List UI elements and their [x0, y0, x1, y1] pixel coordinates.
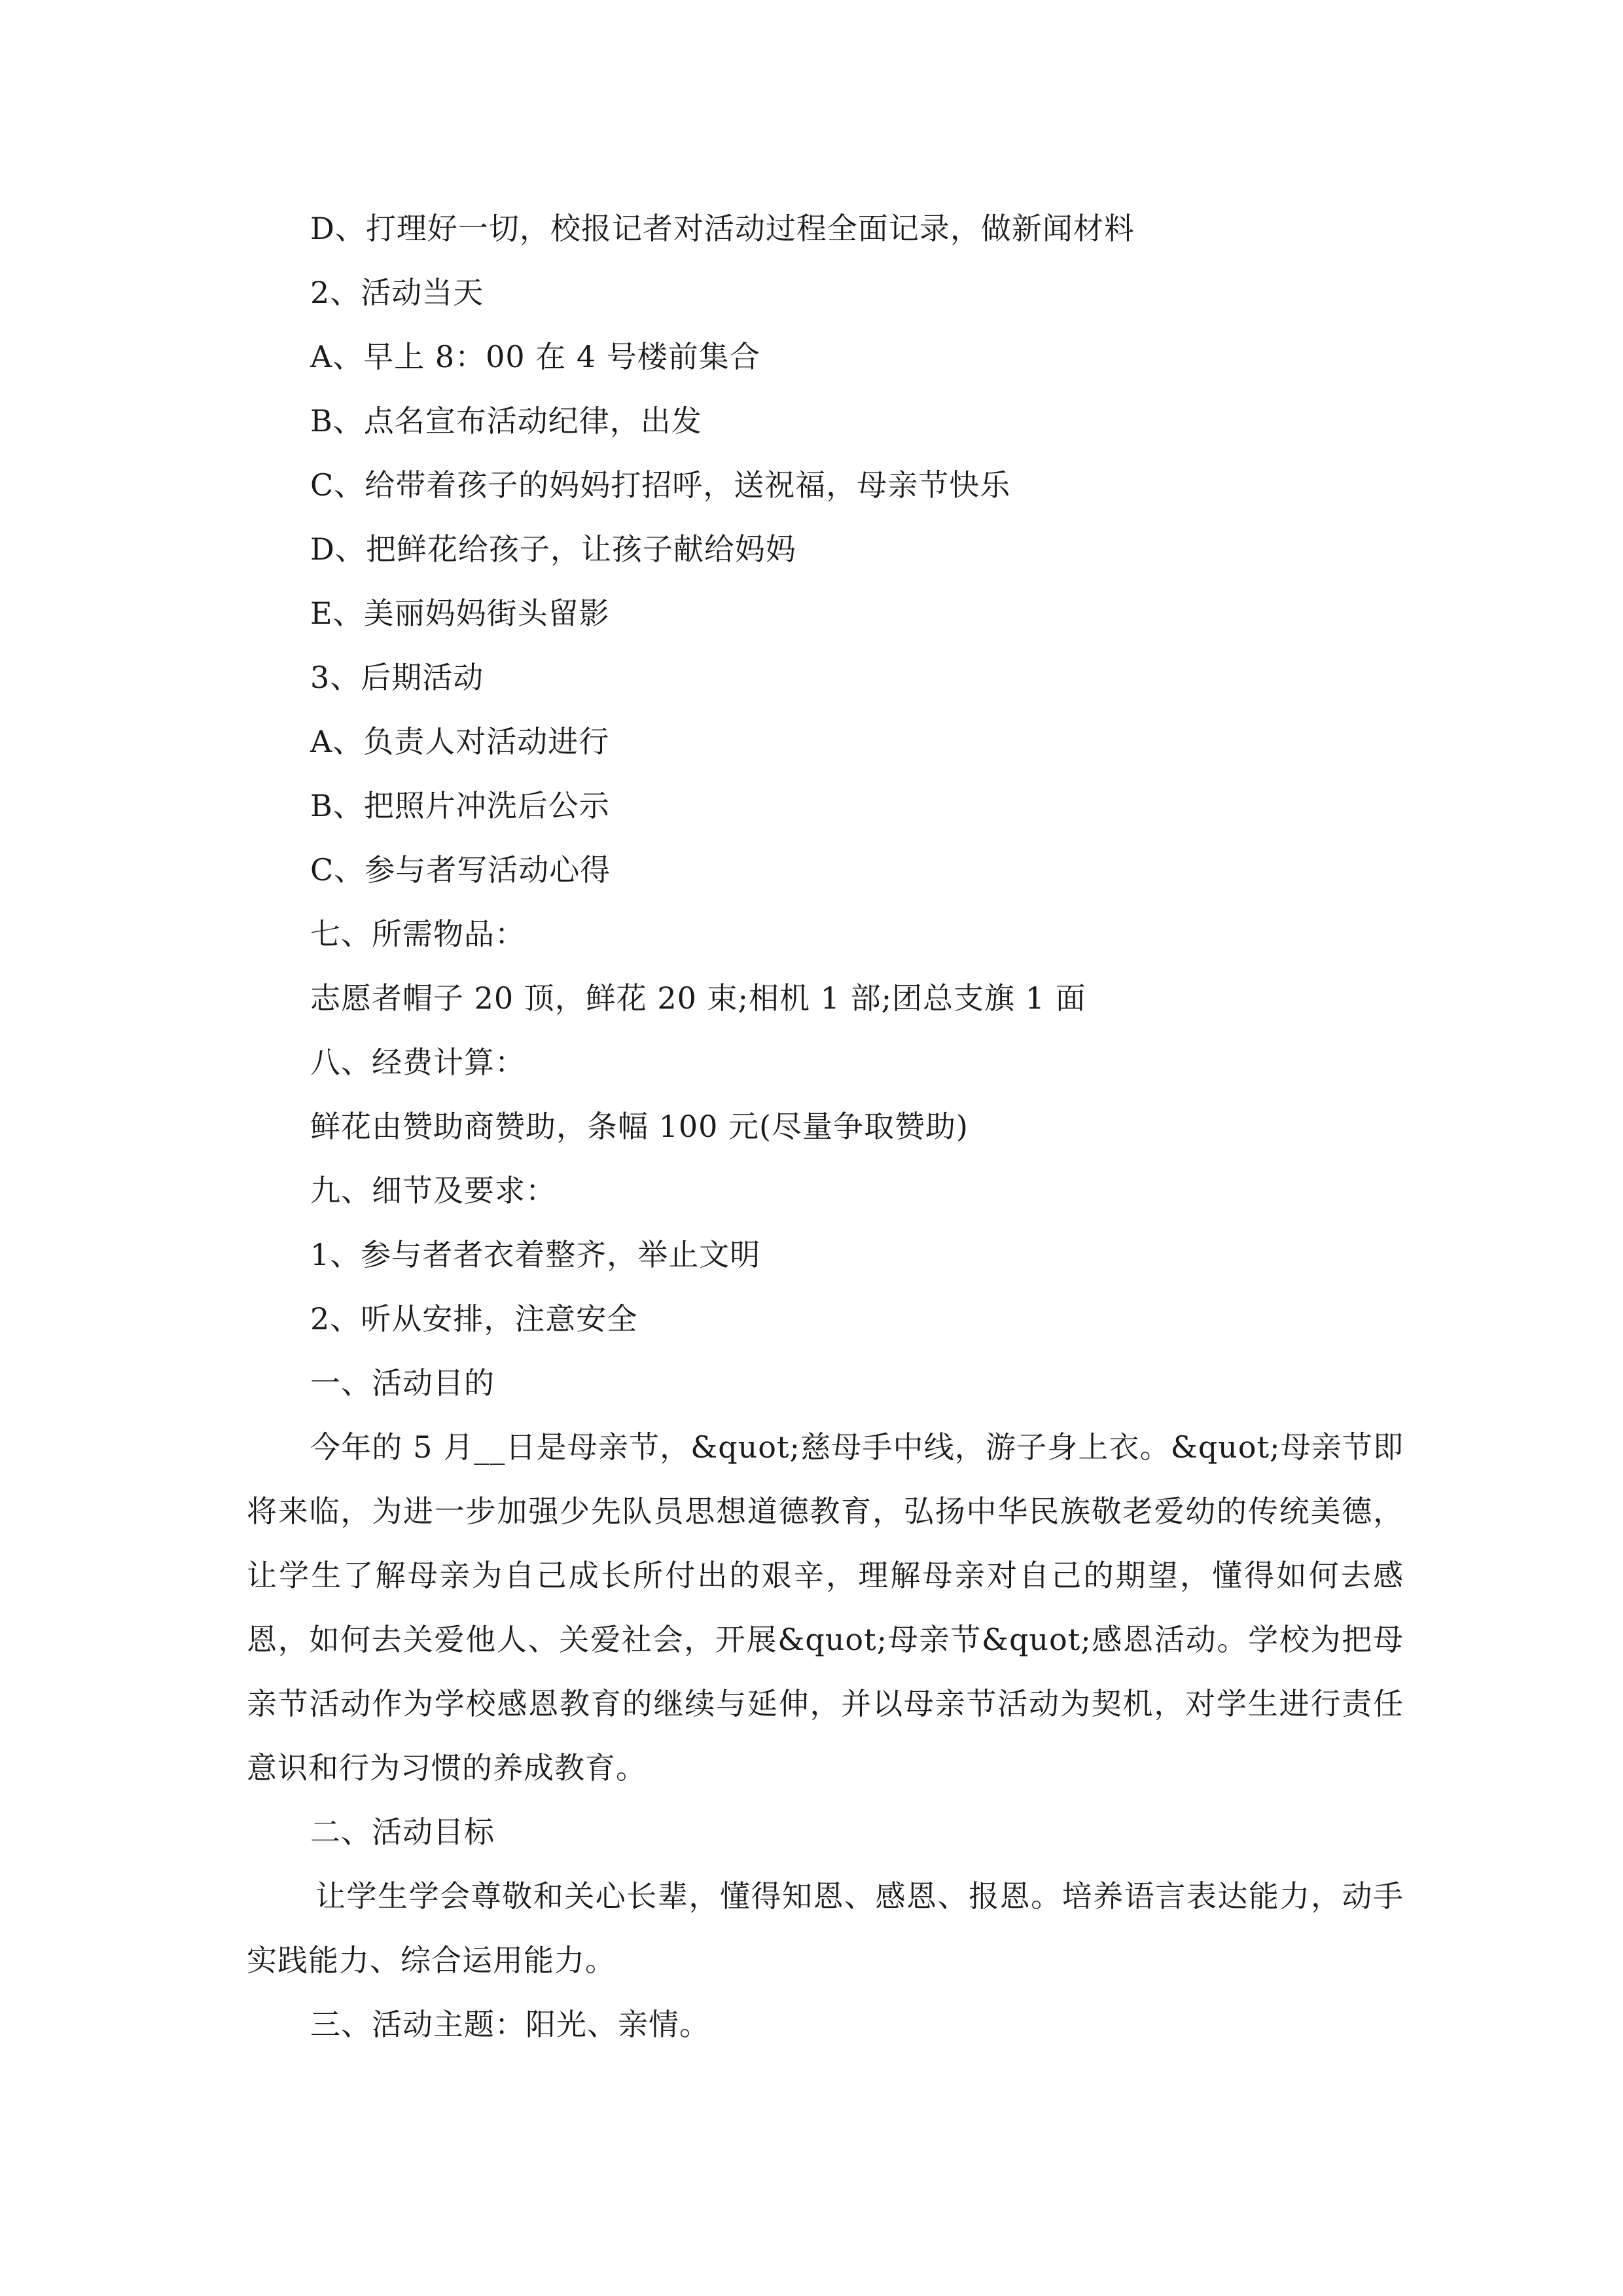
text-line: 2、活动当天 [310, 275, 484, 310]
section-heading: 一、活动目的 [310, 1365, 495, 1401]
text-line: 1、参与者者衣着整齐，举止文明 [310, 1237, 761, 1272]
document-body [247, 196, 1404, 2056]
text-line: 3、后期活动 [310, 660, 484, 695]
text-line: E、美丽妈妈街头留影 [310, 596, 610, 631]
text-line: B、点名宣布活动纪律，出发 [310, 403, 702, 439]
paragraph-goal: 让学生学会尊敬和关心长辈，懂得知恩、感恩、报恩。培养语言表达能力，动手实践能力、综合运用能力。 [247, 1878, 1404, 1978]
section-heading: 七、所需物品： [310, 916, 526, 952]
text-line: A、负责人对活动进行 [310, 724, 610, 759]
paragraph-purpose: 今年的 5 月__日是母亲节，&quot;慈母手中线，游子身上衣。&quot;母亲节即将来临，为进一步加强少先队员思想道德教育，弘扬中华民族敬老爱幼的传统美德，让学生了解母亲为自己成长所付出的艰辛，理解母亲对自己的期望，懂得如何去感恩，如何去关爱他人、关爱社会，开展&quot;母亲节&quot;感恩活动。学校为把母亲节活动作为学校感恩教育的继续与延伸，并以母亲节活动为契机，对学生进行责任意识和行为习惯的养成教育。 [247, 1429, 1404, 1785]
text-line: D、打理好一切，校报记者对活动过程全面记录，做新闻材料 [310, 211, 1135, 246]
section-heading: 九、细节及要求： [310, 1173, 556, 1208]
text-line: 鲜花由赞助商赞助，条幅 100 元(尽量争取赞助) [310, 1109, 969, 1144]
text-line: B、把照片冲洗后公示 [310, 788, 610, 823]
section-heading: 二、活动目标 [310, 1814, 495, 1850]
text-line: 志愿者帽子 20 顶，鲜花 20 束;相机 1 部;团总支旗 1 面 [310, 980, 1086, 1016]
text-line: 2、听从安排，注意安全 [310, 1301, 638, 1336]
section-heading: 三、活动主题：阳光、亲情。 [310, 2007, 710, 2042]
text-line: A、早上 8：00 在 4 号楼前集合 [310, 339, 760, 374]
text-line: C、参与者写活动心得 [310, 852, 611, 888]
section-heading: 八、经费计算： [310, 1045, 526, 1080]
text-line: D、把鲜花给孩子，让孩子献给妈妈 [310, 531, 796, 567]
text-line: C、给带着孩子的妈妈打招呼，送祝福，母亲节快乐 [310, 467, 1011, 503]
